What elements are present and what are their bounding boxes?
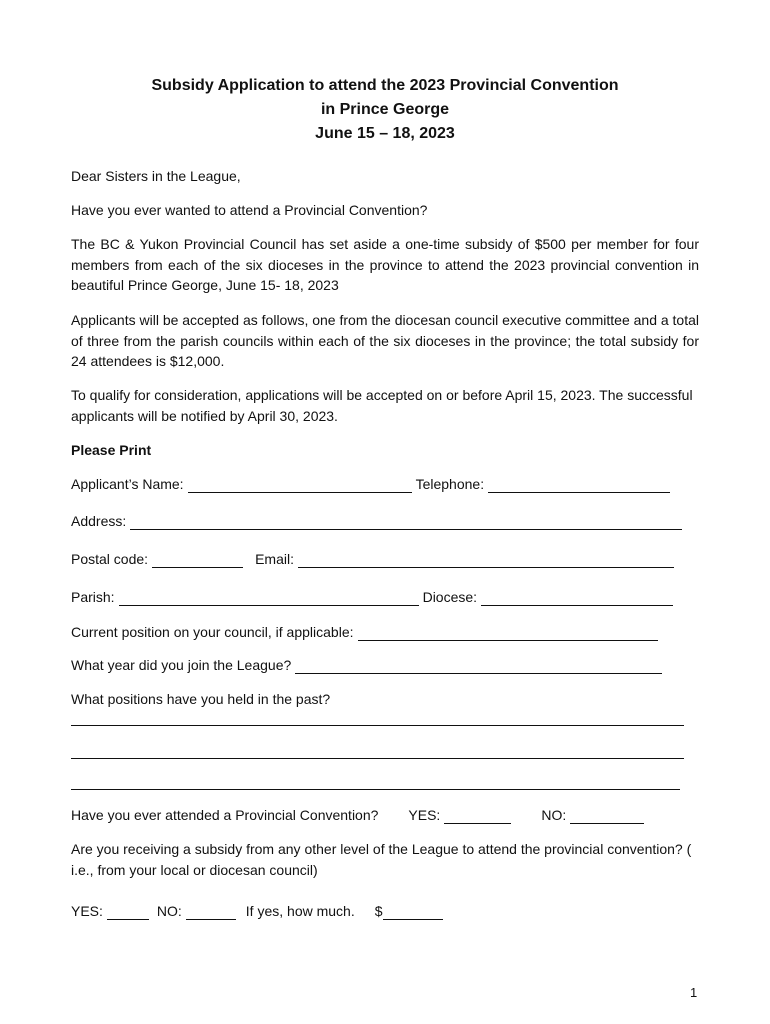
postal-code-label: Postal code: — [71, 551, 149, 567]
subsidy-yes-field[interactable] — [107, 905, 149, 920]
salutation: Dear Sisters in the League, — [71, 168, 241, 184]
paragraph-acceptance: Applicants will be accepted as follows, one from the diocesan council executive committee and a total of three from the parish councils within each of the six dioceses in the province; the total subsidy for 24 attendees is $12,000. — [71, 312, 700, 369]
please-print-heading: Please Print — [71, 442, 152, 458]
telephone-field[interactable] — [488, 478, 670, 493]
attended-no-field[interactable] — [570, 809, 644, 824]
title-line-2: in Prince George — [320, 101, 450, 118]
current-position-field[interactable] — [358, 626, 658, 641]
title-line-3: June 15 – 18, 2023 — [315, 125, 455, 142]
intro-question: Have you ever wanted to attend a Provincial Convention? — [71, 202, 428, 218]
past-positions-line-1[interactable] — [71, 725, 684, 726]
title-line-1: Subsidy Application to attend the 2023 Provincial Convention — [151, 77, 619, 94]
postal-code-field[interactable] — [152, 553, 243, 568]
attended-yes-field[interactable] — [444, 809, 511, 824]
diocese-field[interactable] — [481, 591, 673, 606]
past-positions-line-2[interactable] — [71, 758, 684, 759]
subsidy-question: Are you receiving a subsidy from any other level of the League to attend the provincial convention? ( i.e., from your local or diocesan council) — [71, 841, 692, 878]
address-label: Address: — [71, 513, 127, 529]
postal-email-row — [71, 548, 699, 568]
past-positions-line-3[interactable] — [71, 789, 680, 790]
subsidy-no-field[interactable] — [186, 905, 236, 920]
dollar-sign: $ — [374, 903, 383, 919]
subsidy-yes-label: YES: — [71, 903, 103, 919]
paragraph-subsidy: The BC & Yukon Provincial Council has set aside a one-time subsidy of $500 per member for four members from each of the six dioceses in the province to attend the 2023 provincial convention in beautiful Prince George, June 15- 18, 2023 — [71, 236, 699, 293]
email-label: Email: — [255, 551, 294, 567]
parish-diocese-row — [71, 586, 699, 606]
year-joined-label: What year did you join the League? — [71, 657, 292, 673]
attended-row — [71, 804, 699, 824]
how-much-label: If yes, how much. — [245, 903, 355, 919]
past-positions-row — [71, 688, 699, 708]
applicant-name-label: Applicant’s Name: — [71, 476, 184, 492]
parish-field[interactable] — [119, 591, 419, 606]
subsidy-no-label: NO: — [156, 903, 182, 919]
current-position-label: Current position on your council, if applicable: — [71, 624, 354, 640]
email-field[interactable] — [298, 553, 674, 568]
diocese-label: Diocese: — [422, 589, 478, 605]
parish-label: Parish: — [71, 589, 115, 605]
year-joined-field[interactable] — [295, 659, 662, 674]
address-row — [71, 510, 699, 530]
year-joined-row — [71, 654, 699, 674]
current-position-row — [71, 621, 699, 641]
attended-no-label: NO: — [541, 807, 567, 823]
document-title — [0, 74, 770, 146]
attended-label: Have you ever attended a Provincial Convention? — [71, 807, 379, 823]
address-field[interactable] — [130, 515, 682, 530]
page-number: 1 — [690, 985, 698, 1000]
past-positions-label: What positions have you held in the past? — [71, 691, 331, 707]
paragraph-deadline: To qualify for consideration, applications will be accepted on or before April 15, 2023. The successful applicants will be notified by April 30, 2023. — [71, 387, 693, 424]
attended-yes-label: YES: — [408, 807, 441, 823]
applicant-name-field[interactable] — [188, 478, 412, 493]
name-phone-row — [71, 473, 699, 493]
telephone-label: Telephone: — [415, 476, 485, 492]
subsidy-answer-row — [71, 900, 699, 920]
subsidy-amount-field[interactable] — [383, 905, 443, 920]
